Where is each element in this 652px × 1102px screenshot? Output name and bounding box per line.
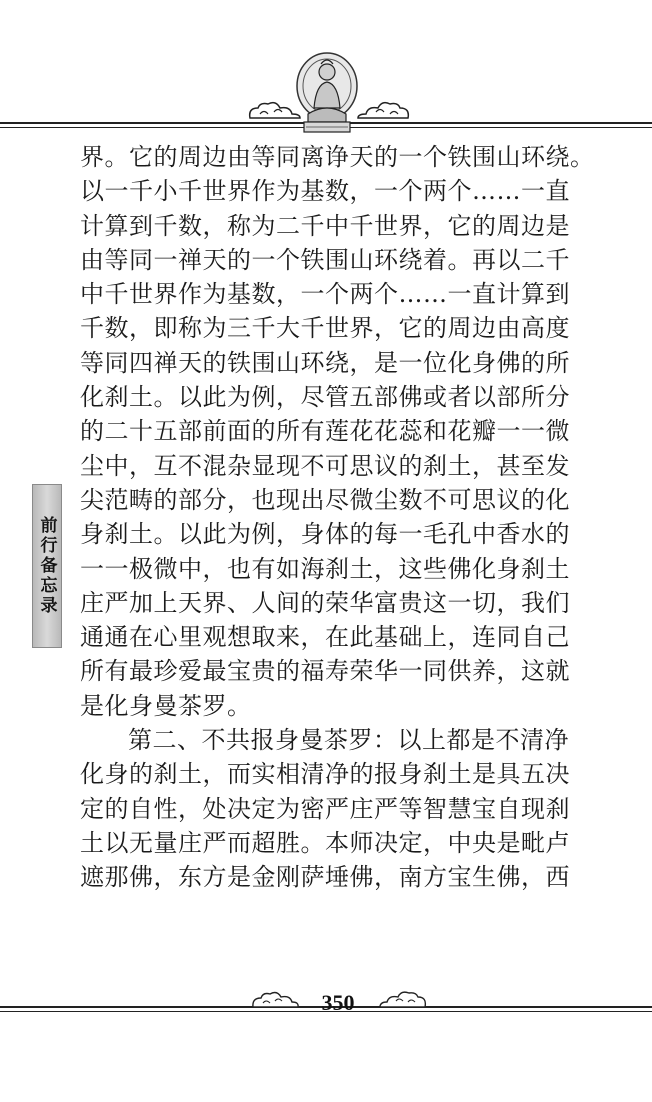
text-line: 等同四禅天的铁围山环绕，是一位化身佛的所: [80, 348, 570, 377]
chapter-tab-label: 前行备忘录: [36, 516, 57, 616]
text-line: 一一极微中，也有如海刹土，这些佛化身刹土: [80, 554, 570, 583]
buddha-figure-icon: [294, 52, 360, 136]
cloud-ornament-icon: [378, 990, 428, 1010]
text-line: 第二、不共报身曼茶罗：以上都是不清净: [128, 726, 569, 755]
text-line: 的二十五部前面的所有莲花花蕊和花瓣一一微: [80, 417, 570, 446]
text-line: 身刹土。以此为例，身体的每一毛孔中香水的: [80, 520, 570, 549]
text-line: 所有最珍爱最宝贵的福寿荣华一同供养，这就: [80, 657, 570, 686]
text-line: 通通在心里观想取来，在此基础上，连同自己: [80, 623, 570, 652]
text-line: 中千世界作为基数，一个两个……一直计算到: [80, 280, 570, 309]
text-line: 计算到千数，称为二千中千世界，它的周边是: [80, 211, 570, 240]
text-line: 定的自性，处决定为密严庄严等智慧宝自现刹: [80, 794, 570, 823]
text-line: 化身的刹土，而实相清净的报身刹土是具五决: [80, 760, 570, 789]
chapter-tab: [32, 484, 62, 648]
cloud-ornament-icon: [356, 100, 412, 122]
text-line: 由等同一禅天的一个铁围山环绕着。再以二千: [80, 245, 570, 274]
text-line: 以一千小千世界作为基数，一个两个……一直: [80, 177, 570, 206]
page-number: 350: [321, 990, 355, 1015]
text-line: 遮那佛，东方是金刚萨埵佛，南方宝生佛，西: [80, 863, 570, 892]
text-line: 是化身曼茶罗。: [80, 691, 252, 720]
text-line: 千数，即称为三千大千世界，它的周边由高度: [80, 314, 570, 343]
text-line: 尘中，互不混杂显现不可思议的刹土，甚至发: [80, 451, 570, 480]
text-line: 尖范畴的部分，也现出尽微尘数不可思议的化: [80, 485, 570, 514]
text-line: 界。它的周边由等同离诤天的一个铁围山环绕。: [80, 143, 595, 171]
cloud-ornament-icon: [250, 990, 300, 1010]
body-text: [80, 140, 610, 895]
text-line: 化刹土。以此为例，尽管五部佛或者以部所分: [80, 383, 570, 412]
text-line: 庄严加上天界、人间的荣华富贵这一切，我们: [80, 588, 570, 617]
text-line: 土以无量庄严而超胜。本师决定，中央是毗卢: [80, 828, 570, 857]
